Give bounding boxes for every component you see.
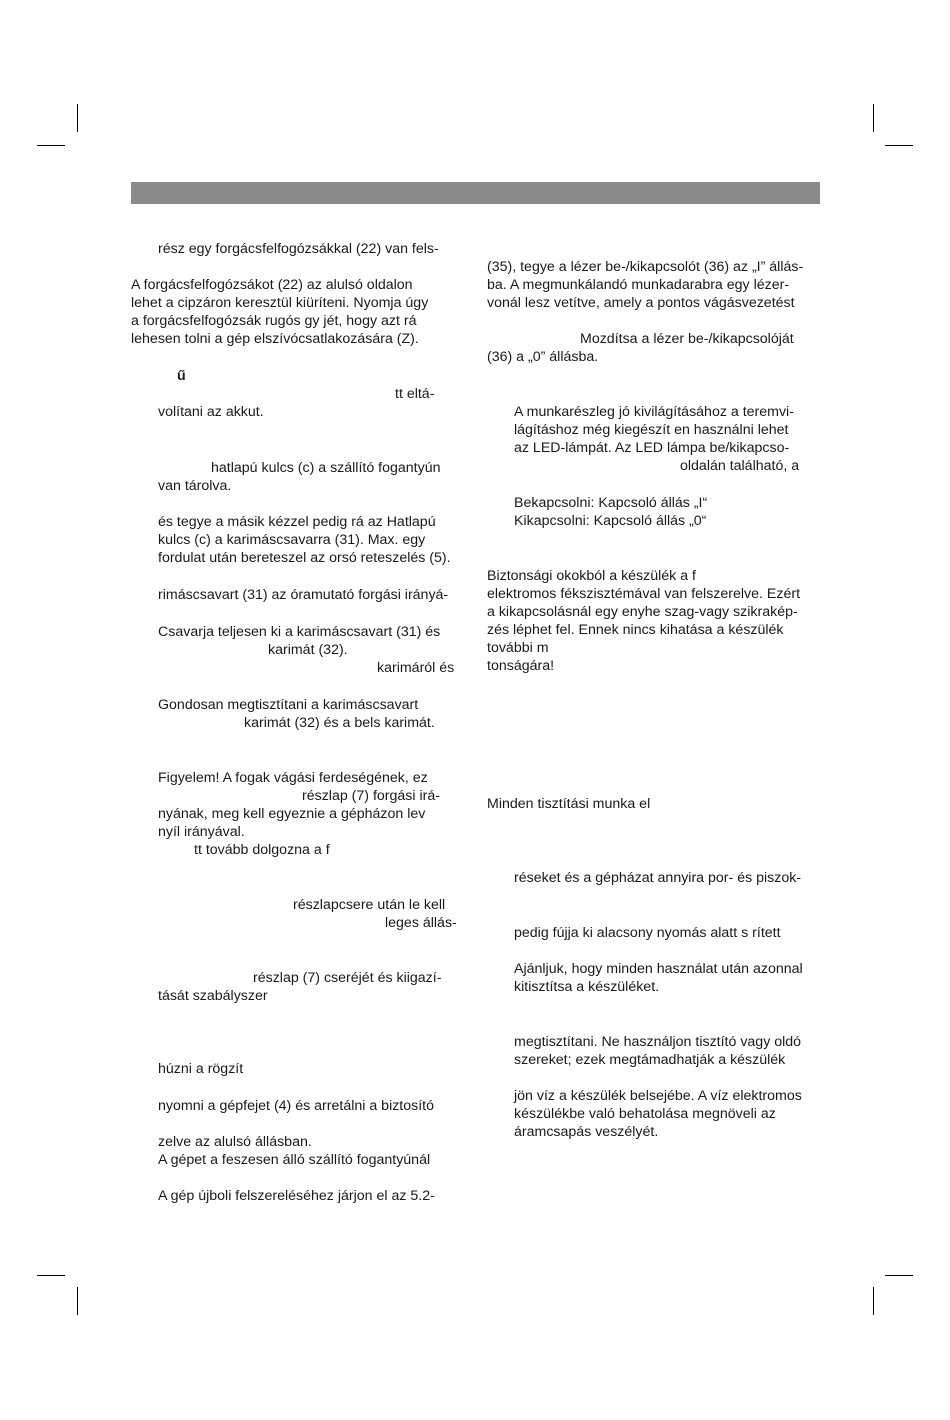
right-text-line: pedig fújja ki alacsony nyomás alatt s rített [514, 925, 781, 941]
left-text-line: Figyelem! A fogak vágási ferdeségének, ez [158, 770, 428, 786]
left-text-line: tt tovább dolgozna a f [194, 842, 330, 858]
right-text-line: Mozdítsa a lézer be-/kikapcsolóját [580, 331, 794, 347]
right-text-line: megtisztítani. Ne használjon tisztító vagy oldó [514, 1034, 802, 1050]
left-text-line: karimát (32). [268, 642, 348, 658]
left-text-line: karimát (32) és a bels karimát. [244, 715, 435, 731]
left-text-line: A forgácsfelfogózsákot (22) az alulsó oldalon [131, 277, 413, 293]
left-text-line: A gép újboli felszereléséhez járjon el az 5.2- [158, 1188, 435, 1204]
crop-mark [873, 104, 874, 132]
left-text-line: leges állás- [385, 915, 457, 931]
left-text-line: rész egy forgácsfelfogózsákkal (22) van fels- [158, 241, 439, 257]
right-text-line: tonságára! [487, 658, 555, 674]
left-text-line: tását szabályszer [158, 988, 268, 1004]
left-text-line: kulcs (c) a karimáscsavarra (31). Max. egy [158, 532, 426, 548]
right-text-line: Minden tisztítási munka el [487, 796, 651, 812]
right-text-line: A munkarészleg jó kivilágításához a teremvi- [514, 404, 794, 420]
crop-mark [885, 145, 913, 146]
left-text-line: fordulat után bereteszel az orsó reteszelés (5). [158, 550, 451, 566]
right-text-line: vonál lesz vetítve, amely a pontos vágásvezetést [487, 295, 795, 311]
left-text-line: karimáról és [377, 660, 455, 676]
right-text-line: Biztonsági okokból a készülék a f [487, 568, 696, 584]
left-text-line: nyíl irányával. [158, 824, 245, 840]
left-text-line: részlap (7) forgási irá- [302, 788, 440, 804]
right-text-line: áramcsapás veszélyét. [514, 1124, 659, 1140]
right-text-line: lágításhoz még kiegészít en használni lehet [514, 422, 789, 438]
left-text-line: ű [177, 368, 186, 384]
right-text-line: oldalán található, a [680, 458, 800, 474]
right-text-line: réseket és a gépházat annyira por- és piszok- [514, 870, 802, 886]
right-text-line: zés léphet fel. Ennek nincs kihatása a készülék [487, 622, 784, 638]
crop-mark [885, 1275, 913, 1276]
right-text-line: kitisztítsa a készüléket. [514, 979, 660, 995]
right-text-line: szereket; ezek megtámadhatják a készülék [514, 1052, 786, 1068]
right-text-line: ba. A megmunkálandó munkadarabra egy lézer- [487, 277, 790, 293]
left-text-line: Gondosan megtisztítani a karimáscsavart [158, 697, 419, 713]
right-text-line: (35), tegye a lézer be-/kikapcsolót (36) az „I” állás- [487, 259, 804, 275]
section-header-bar [131, 182, 820, 204]
left-text-line: lehesen tolni a gép elszívócsatlakozására (Z). [131, 331, 419, 347]
left-text-line: a forgácsfelfogózsák rugós gy jét, hogy azt rá [131, 313, 417, 329]
right-text-line: jön víz a készülék belsejébe. A víz elektromos [514, 1088, 802, 1104]
left-text-line: lehet a cipzáron keresztül kiüríteni. Nyomja úgy [131, 295, 429, 311]
right-text-line: az LED-lámpát. Az LED lámpa be/kikapcso- [514, 440, 790, 456]
crop-mark [77, 104, 78, 132]
left-text-line: rimáscsavart (31) az óramutató forgási irányá- [158, 587, 449, 603]
left-text-line: részlapcsere után le kell [293, 897, 446, 913]
left-text-line: A gépet a feszesen álló szállító fogantyúnál [158, 1152, 431, 1168]
right-text-line: Bekapcsolni: Kapcsoló állás „I“ [514, 495, 708, 511]
left-text-line: Csavarja teljesen ki a karimáscsavart (31) és [158, 624, 441, 640]
left-text-line: zelve az alulsó állásban. [158, 1134, 312, 1150]
crop-mark [37, 145, 65, 146]
left-text-line: részlap (7) cseréjét és kiigazí- [253, 970, 442, 986]
left-text-line: nyának, meg kell egyeznie a gépházon lev [158, 806, 426, 822]
left-text-line: tt eltá- [395, 386, 435, 402]
right-text-line: további m [487, 640, 549, 656]
right-text-line: elektromos fékszisztémával van felszerelve. Ezért [487, 586, 801, 602]
left-text-line: és tegye a másik kézzel pedig rá az Hatlapú [158, 514, 436, 530]
left-text-line: nyomni a gépfejet (4) és arretálni a biztosító [158, 1098, 435, 1114]
left-text-line: húzni a rögzít [158, 1061, 244, 1077]
left-text-line: van tárolva. [158, 478, 232, 494]
left-text-line: volítani az akkut. [158, 404, 264, 420]
right-text-line: (36) a „0” állásba. [487, 349, 599, 365]
left-text-line: hatlapú kulcs (c) a szállító fogantyún [211, 460, 441, 476]
crop-mark [37, 1275, 65, 1276]
right-text-line: Kikapcsolni: Kapcsoló állás „0“ [514, 513, 707, 529]
right-text-line: Ajánljuk, hogy minden használat után azonnal [514, 961, 803, 977]
right-text-line: készülékbe való behatolása megnöveli az [514, 1106, 776, 1122]
right-text-line: a kikapcsolásnál egy enyhe szag-vagy szikrakép- [487, 604, 798, 620]
crop-mark [77, 1287, 78, 1315]
crop-mark [873, 1287, 874, 1315]
